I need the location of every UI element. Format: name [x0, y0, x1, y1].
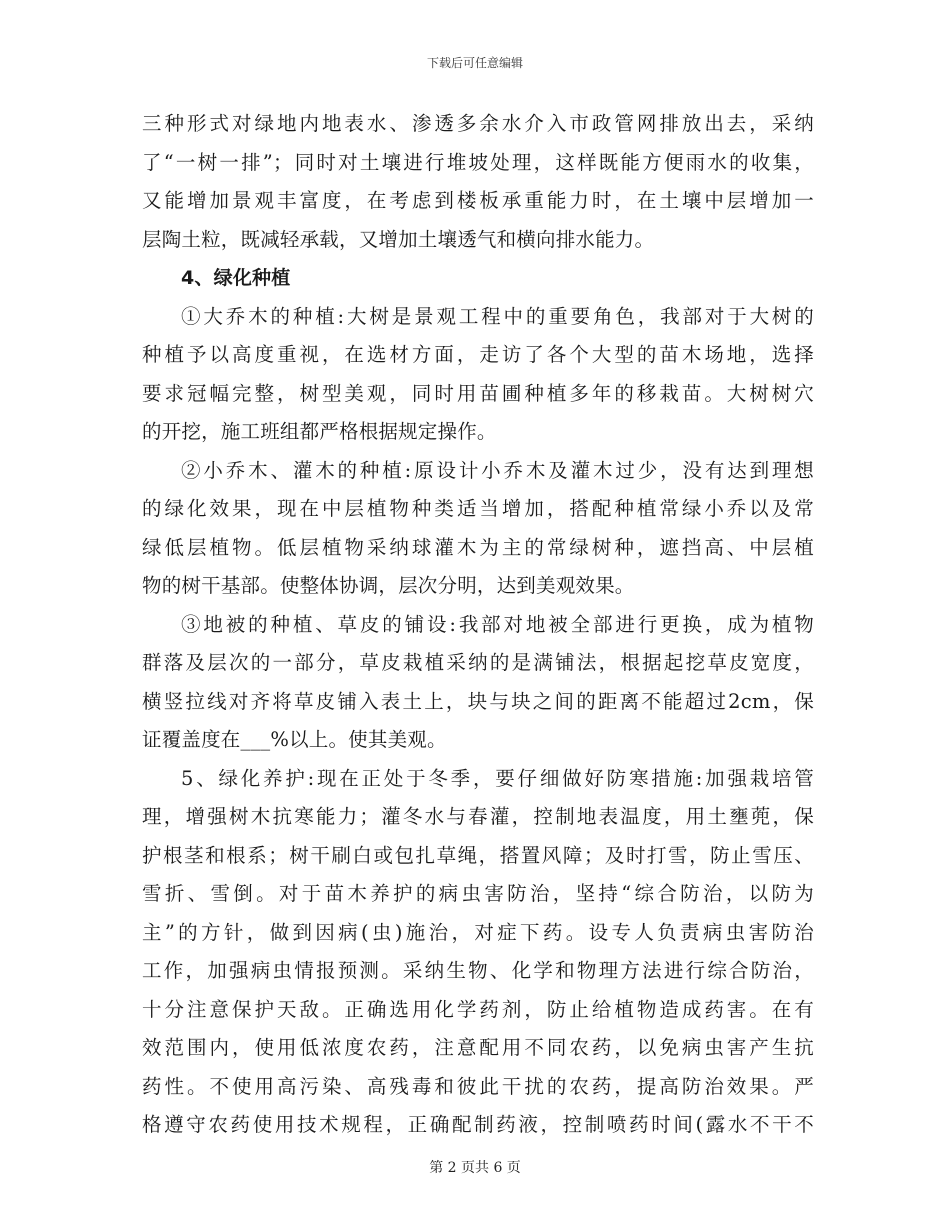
- body-text-line: ③地被的种植、草皮的铺设:我部对地被全部进行更换，成为植物: [181, 612, 814, 636]
- body-text-line: 主”的方针，做到因病(虫)施治，对症下药。设专人负责病虫害防治: [142, 920, 814, 944]
- body-text-line: 层陶土粒，既减轻承载，又增加土壤透气和横向排水能力。: [142, 227, 655, 251]
- body-text-line: 绿低层植物。低层植物采纳球灌木为主的常绿树种，遮挡高、中层植: [142, 535, 814, 559]
- body-text-line: 工作，加强病虫情报预测。采纳生物、化学和物理方法进行综合防治，: [142, 959, 814, 982]
- body-text-line: 的绿化效果，现在中层植物种类适当增加，搭配种植常绿小乔以及常: [142, 497, 814, 520]
- body-text-line: 要求冠幅完整，树型美观，同时用苗圃种植多年的移栽苗。大树树穴: [142, 381, 814, 405]
- section-heading: 4、绿化种植: [181, 267, 291, 289]
- body-text-line: 横竖拉线对齐将草皮铺入表土上，块与块之间的距离不能超过2cm，保: [142, 689, 814, 713]
- body-text-line: 了“一树一排”；同时对土壤进行堆坡处理，这样既能方便雨水的收集，: [142, 150, 814, 174]
- body-text-line: 又能增加景观丰富度，在考虑到楼板承重能力时，在土壤中层增加一: [142, 189, 814, 212]
- page-footer: 第 2 页共 6 页: [429, 1160, 521, 1176]
- body-text-line: ①大乔木的种植:大树是景观工程中的重要角色，我部对于大树的: [181, 304, 814, 328]
- body-text-line: 证覆盖度在___%以上。使其美观。: [142, 728, 447, 751]
- body-text-line: ②小乔木、灌木的种植:原设计小乔木及灌木过少，没有达到理想: [181, 458, 814, 482]
- page-header: 下载后可任意编辑: [426, 56, 523, 70]
- body-text-line: 药性。不使用高污染、高残毒和彼此干扰的农药，提高防治效果。严: [142, 1074, 814, 1098]
- body-text-line: 5、绿化养护:现在正处于冬季，要仔细做好防寒措施:加强栽培管: [181, 766, 814, 790]
- body-text-line: 群落及层次的一部分，草皮栽植采纳的是满铺法，根据起挖草皮宽度，: [142, 651, 814, 674]
- body-text-line: 十分注意保护天敌。正确选用化学药剂，防止给植物造成药害。在有: [142, 997, 814, 1021]
- body-text-line: 的开挖，施工班组都严格根据规定操作。: [142, 420, 497, 443]
- body-text-line: 雪折、雪倒。对于苗木养护的病虫害防治，坚持“综合防治，以防为: [142, 882, 814, 905]
- body-text-line: 效范围内，使用低浓度农药，注意配用不同农药，以免病虫害产生抗: [142, 1036, 814, 1059]
- document-body: [142, 105, 814, 1145]
- body-text-line: 理，增强树木抗寒能力；灌冬水与春灌，控制地表温度，用土壅蔸，保: [142, 805, 814, 828]
- body-text-line: 种植予以高度重视，在选材方面，走访了各个大型的苗木场地，选择: [142, 343, 814, 366]
- body-text-line: 格遵守农药使用技术规程，正确配制药液，控制喷药时间(露水不干不: [142, 1113, 814, 1136]
- body-text-line: 三种形式对绿地内地表水、渗透多余水介入市政管网排放出去，采纳: [142, 112, 814, 135]
- body-text-line: 护根茎和根系；树干刷白或包扎草绳，搭置风障；及时打雪，防止雪压、: [142, 843, 814, 867]
- body-text-line: 物的树干基部。使整体协调，层次分明，达到美观效果。: [142, 574, 635, 597]
